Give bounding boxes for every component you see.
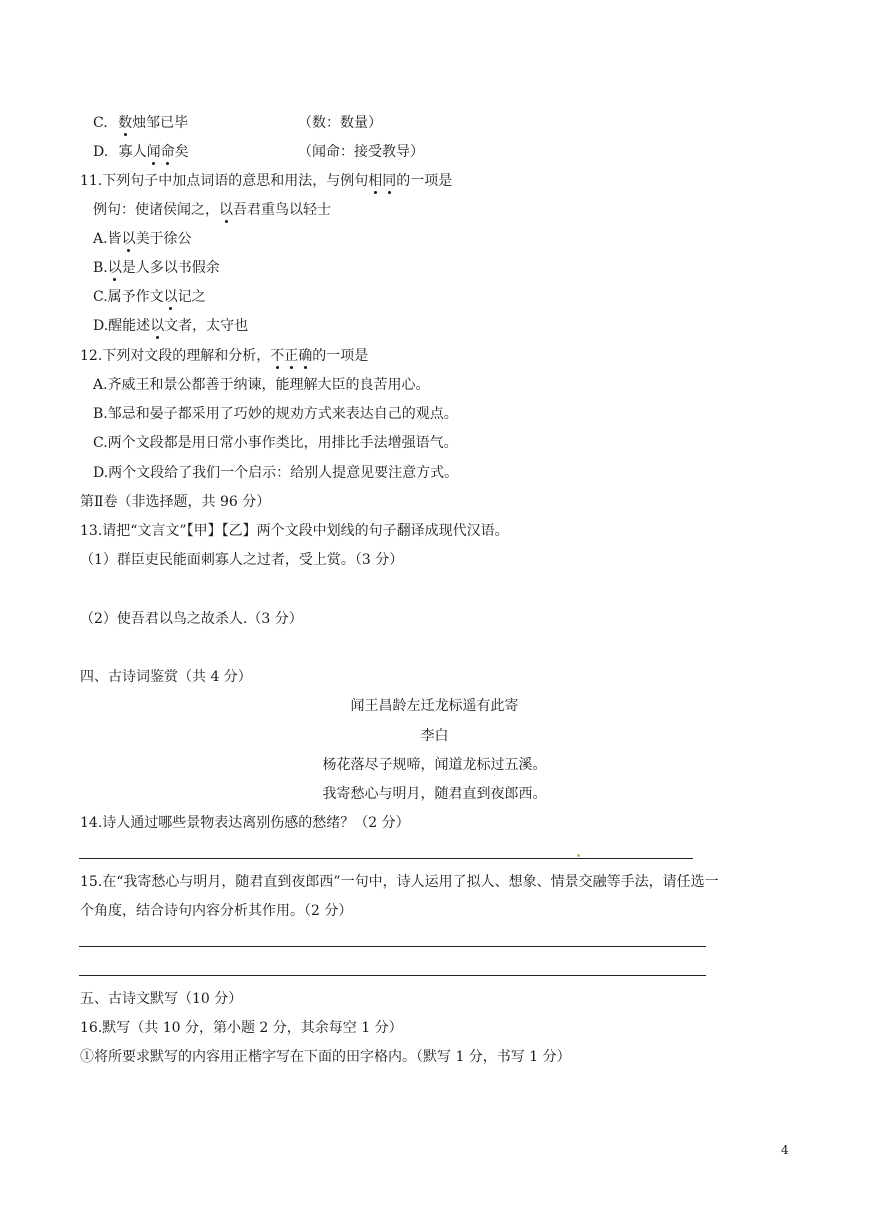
question-13-item-2: （2）使吾君以鸟之故杀人.（3 分） xyxy=(80,611,303,627)
option-d xyxy=(93,143,189,161)
section-title: 四、古诗词鉴赏（共 4 分） xyxy=(80,669,252,685)
example-sentence xyxy=(93,201,331,219)
section-title: 五、古诗文默写（10 分） xyxy=(80,991,243,1007)
question-stem: 的一项是 xyxy=(312,348,369,364)
example-text: 吾君重鸟以轻士 xyxy=(233,202,331,218)
option-a xyxy=(93,230,192,248)
answer-line xyxy=(79,975,706,976)
dotted-char: 以 xyxy=(219,202,233,218)
option-letter: D. xyxy=(93,144,109,160)
question-16-item-1: ①将所要求默写的内容用正楷字写在下面的田字格内。（默写 1 分，书写 1 分） xyxy=(80,1049,571,1065)
question-16: 16.默写（共 10 分，第小题 2 分，其余每空 1 分） xyxy=(80,1020,403,1036)
option-c xyxy=(93,114,188,132)
option-a: A.齐威王和景公都善于纳谏，能理解大臣的良苦用心。 xyxy=(93,377,430,393)
dotted-char: 正 xyxy=(284,348,299,364)
option-text: 美于徐公 xyxy=(135,231,192,247)
option-text: 数烛邹已毕 xyxy=(118,115,189,131)
dotted-char: 以 xyxy=(150,318,165,334)
option-b xyxy=(93,259,220,277)
option-c: C.两个文段都是用日常小事作类比，用排比手法增强语气。 xyxy=(93,435,458,451)
question-stem: 的一项是 xyxy=(396,173,453,189)
option-text: C.属予作文 xyxy=(93,289,164,305)
option-text: B. xyxy=(93,260,108,276)
example-text: 例句：使诸侯闻之， xyxy=(93,202,219,218)
question-11 xyxy=(80,172,452,190)
question-stem: 11.下列句子中加点词语的意思和用法，与例句 xyxy=(80,173,369,189)
option-d xyxy=(93,317,248,335)
dotted-char: 以 xyxy=(121,231,136,247)
question-15-line-1: 15.在“我寄愁心与明月，随君直到夜郎西”一句中，诗人运用了拟人、想象、情景交融等手法，请任选一 xyxy=(80,874,719,890)
dotted-char: 同 xyxy=(382,173,397,189)
option-c xyxy=(93,288,206,306)
option-b: B.邹忌和晏子都采用了巧妙的规劝方式来表达自己的观点。 xyxy=(93,406,458,422)
dotted-char: 以 xyxy=(107,260,122,276)
answer-line xyxy=(79,946,706,947)
poem-line: 杨花落尽子规啼，闻道龙标过五溪。 xyxy=(322,757,547,773)
page-number: 4 xyxy=(781,1143,789,1157)
question-15-line-2: 个角度，结合诗句内容分析其作用。（2 分） xyxy=(80,903,353,919)
poem-line: 我寄愁心与明月，随君直到夜郎西。 xyxy=(322,786,547,802)
dotted-char: 确 xyxy=(298,348,313,364)
option-text: D.醒能述 xyxy=(93,318,151,334)
option-d: D.两个文段给了我们一个启示：给别人提意见要注意方式。 xyxy=(93,465,459,481)
option-text: 文者，太守也 xyxy=(164,318,249,334)
question-stem: 12.下列对文段的理解和分析， xyxy=(80,348,271,364)
option-letter: C. xyxy=(93,115,108,131)
dotted-char: 相 xyxy=(368,173,383,189)
option-text: 是人多以书假余 xyxy=(121,260,220,276)
dotted-char: 以 xyxy=(163,289,178,305)
option-text: A.皆 xyxy=(93,231,122,247)
option-text: 记之 xyxy=(177,289,206,305)
question-14: 14.诗人通过哪些景物表达离别伤感的愁绪？（2 分） xyxy=(80,815,410,831)
question-13: 13.请把“文言文”【甲】【乙】两个文段中划线的句子翻译成现代汉语。 xyxy=(80,523,509,539)
answer-line xyxy=(79,858,693,859)
option-text: 寡人闻命矣 xyxy=(118,144,189,160)
option-gloss: （数：数量） xyxy=(298,115,382,131)
speck xyxy=(577,854,580,857)
option-gloss: （闻命：接受教导） xyxy=(298,144,424,160)
poem-author: 李白 xyxy=(420,728,449,744)
section-title: 第Ⅱ卷（非选择题，共 96 分） xyxy=(80,494,271,510)
dotted-char: 不 xyxy=(270,348,285,364)
poem-title: 闻王昌龄左迁龙标遥有此寄 xyxy=(350,698,519,714)
question-13-item-1: （1）群臣吏民能面刺寡人之过者，受上赏。（3 分） xyxy=(80,552,404,568)
question-12 xyxy=(80,347,368,365)
